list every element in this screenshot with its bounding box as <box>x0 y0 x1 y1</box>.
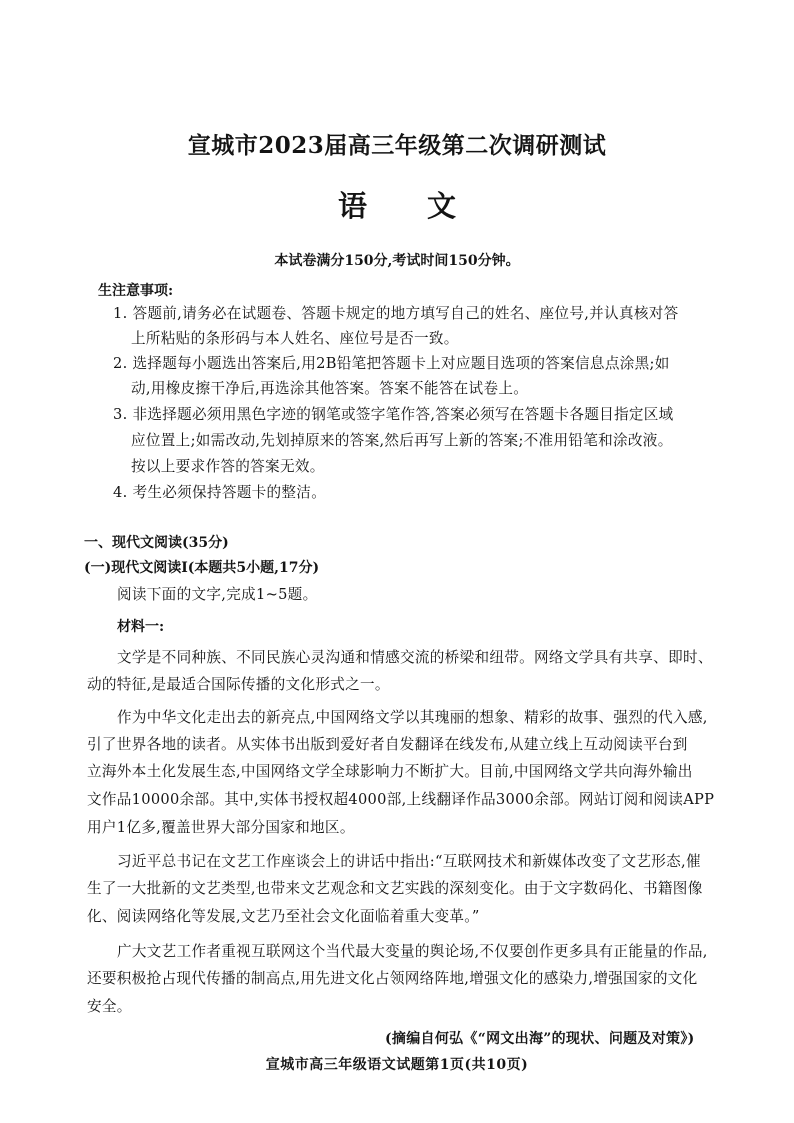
note-line: 应位置上;如需改动,先划掉原来的答案,然后再写上新的答案;不准用铅笔和涂改液。 <box>131 432 673 449</box>
note-line: 动,用橡皮擦干净后,再选涂其他答案。答案不能答在试卷上。 <box>131 380 529 397</box>
note-line: 2. 选择题每小题选出答案后,用2B铅笔把答题卡上对应题目选项的答案信息点涂黑;如 <box>113 355 670 372</box>
page-footer: 宣城市高三年级语文试题第1页(共10页) <box>265 1057 529 1073</box>
subject-char-2: 文 <box>427 189 457 223</box>
note-line: 上所粘贴的条形码与本人姓名、座位号是否一致。 <box>131 330 459 347</box>
passage-line: 立海外本土化发展生态,中国网络文学全球影响力不断扩大。目前,中国网络文学共向海外输出 <box>87 763 693 780</box>
note-line: 3. 非选择题必须用黑色字迹的钢笔或签字笔作答,答案必须写在答题卡各题目指定区域 <box>113 406 674 423</box>
notes-heading: 生注意事项: <box>98 283 174 299</box>
note-line: 按以上要求作答的答案无效。 <box>131 458 325 475</box>
passage-line: 文学是不同种族、不同民族心灵沟通和情感交流的桥梁和纽带。网络文学具有共享、即时、 <box>117 649 713 666</box>
section-heading: 一、现代文阅读(35分) <box>84 535 229 551</box>
note-line: 1. 答题前,请务必在试题卷、答题卡规定的地方填写自己的姓名、座位号,并认真核对答 <box>113 305 679 322</box>
passage-line: 化、阅读网络化等发展,文艺乃至社会文化面临着重大变革。” <box>87 908 480 925</box>
passage-line: 动的特征,是最适合国际传播的文化形式之一。 <box>87 676 390 693</box>
note-line: 4. 考生必须保持答题卡的整洁。 <box>113 484 327 501</box>
material-label: 材料一: <box>117 619 165 635</box>
passage-line: 广大文艺工作者重视互联网这个当代最大变量的舆论场,不仅要创作更多具有正能量的作品, <box>117 943 708 960</box>
exam-title: 宣城市2023届高三年级第二次调研测试 <box>187 132 607 159</box>
subject-title <box>0 184 794 225</box>
passage-line: 文作品10000余部。其中,实体书授权超4000部,上线翻译作品3000余部。网站订阅和阅读APP <box>87 791 715 808</box>
exam-info: 本试卷满分150分,考试时间150分钟。 <box>274 253 520 269</box>
citation: (摘编自何弘《“网文出海”的现状、问题及对策》) <box>385 1031 695 1047</box>
subject-char-1: 语 <box>337 189 367 223</box>
passage-line: 生了一大批新的文艺类型,也带来文艺观念和文艺实践的深刻变化。由于文字数码化、书籍图像 <box>87 880 703 897</box>
section-subheading: (一)现代文阅读Ⅰ(本题共5小题,17分) <box>84 560 320 576</box>
passage-line: 还要积极抢占现代传播的制高点,用先进文化占领网络阵地,增强文化的感染力,增强国家的文化 <box>87 970 698 987</box>
reading-instruction: 阅读下面的文字,完成1~5题。 <box>117 586 318 603</box>
passage-line: 用户1亿多,覆盖世界大部分国家和地区。 <box>87 819 355 836</box>
passage-line: 引了世界各地的读者。从实体书出版到爱好者自发翻译在线发布,从建立线上互动阅读平台到 <box>87 736 688 753</box>
passage-line: 习近平总书记在文艺工作座谈会上的讲话中指出:“互联网技术和新媒体改变了文艺形态,催 <box>117 853 701 870</box>
passage-line: 安全。 <box>87 998 132 1015</box>
passage-line: 作为中华文化走出去的新亮点,中国网络文学以其瑰丽的想象、精彩的故事、强烈的代入感, <box>117 709 708 726</box>
